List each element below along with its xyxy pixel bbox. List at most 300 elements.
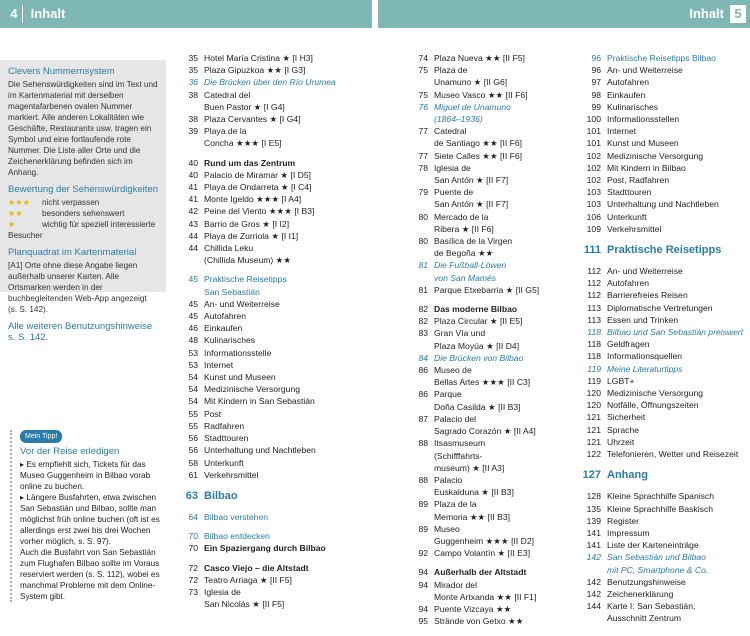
- toc-entry[interactable]: [402, 498, 580, 510]
- toc-entry[interactable]: [172, 254, 372, 266]
- toc-entry[interactable]: [402, 462, 580, 474]
- toc-entry[interactable]: [575, 52, 750, 64]
- toc-entry[interactable]: [402, 52, 580, 64]
- toc-page-number: 92: [418, 548, 428, 559]
- toc-title: Radfahren: [204, 420, 245, 431]
- spacer: [172, 555, 372, 562]
- toc-entry[interactable]: [575, 363, 750, 375]
- toc-title: Plaza de: [434, 65, 468, 76]
- toc-entry[interactable]: [402, 125, 580, 137]
- toc-entry[interactable]: [172, 359, 372, 371]
- toc-entry[interactable]: [172, 298, 372, 310]
- toc-page-number: [172, 137, 204, 149]
- toc-entry[interactable]: [172, 137, 372, 149]
- toc-entry[interactable]: [575, 375, 750, 387]
- toc-entry[interactable]: [172, 530, 372, 542]
- toc-title: Benutzungshinweise: [607, 576, 686, 587]
- spacer: [402, 296, 580, 303]
- toc-entry[interactable]: [575, 150, 750, 162]
- toc-entry[interactable]: [402, 486, 580, 498]
- toc-page-number: [402, 247, 434, 259]
- toc-title: Sagrado Corazón ★ [II A4]: [434, 426, 536, 437]
- toc-entry[interactable]: [172, 52, 372, 64]
- spacer: [575, 460, 750, 467]
- toc-entry[interactable]: [575, 515, 750, 527]
- rating-row: ★ wichtig für speziell interessierte Besucher: [8, 220, 156, 240]
- toc-title: Plaza Circular ★ [II E5]: [434, 316, 523, 327]
- toc-entry[interactable]: [575, 326, 750, 338]
- toc-entry[interactable]: [172, 574, 372, 586]
- toc-entry[interactable]: [402, 150, 580, 162]
- toc-page-number: 74: [418, 53, 428, 63]
- toc-entry[interactable]: [402, 303, 580, 315]
- toc-entry[interactable]: [402, 64, 580, 76]
- toc-entry[interactable]: [402, 113, 580, 125]
- toc-page-number: [402, 223, 434, 235]
- toc-entry[interactable]: [172, 286, 372, 298]
- legend-heading: Planquadrat im Kartenmaterial: [8, 247, 137, 258]
- toc-entry[interactable]: [402, 401, 580, 413]
- toc-page-number: [402, 198, 434, 210]
- toc-entry[interactable]: [575, 436, 750, 448]
- toc-entry[interactable]: [172, 511, 372, 523]
- toc-title: Mirador del: [434, 579, 477, 590]
- toc-entry[interactable]: [402, 566, 580, 578]
- toc-page-number: [402, 535, 434, 547]
- toc-page-number: 101: [586, 126, 601, 137]
- toc-title: von San Mamés: [434, 272, 497, 283]
- toc-entry[interactable]: [402, 259, 580, 271]
- toc-entry[interactable]: [575, 174, 750, 186]
- toc-entry[interactable]: [575, 490, 750, 502]
- toc-title: Barrio de Gros ★ [I I2]: [204, 218, 290, 229]
- toc-entry[interactable]: [172, 230, 372, 242]
- toc-entry[interactable]: [575, 162, 750, 174]
- toc-page-number: [402, 511, 434, 523]
- toc-title: Unamuno ★ [II G6]: [434, 77, 508, 88]
- toc-page-number: [172, 598, 204, 610]
- toc-title: Bilbao verstehen: [204, 511, 269, 522]
- toc-title: Chillida Leku: [204, 243, 254, 254]
- toc-entry[interactable]: [172, 347, 372, 359]
- toc-page-number: 36: [188, 77, 198, 88]
- toc-page-number: 61: [188, 469, 198, 480]
- toc-title: An- und Weiterreise: [204, 298, 280, 309]
- toc-page-number: 120: [586, 388, 601, 399]
- toc-entry[interactable]: [402, 547, 580, 559]
- toc-page-number: 75: [418, 89, 428, 100]
- toc-entry[interactable]: [575, 186, 750, 198]
- toc-page-number: 113: [587, 314, 601, 325]
- toc-entry[interactable]: [402, 211, 580, 223]
- toc-title: Autofahren: [607, 278, 650, 289]
- toc-page-number: 63: [185, 489, 198, 502]
- toc-page-number: [402, 486, 434, 498]
- toc-page-number: 97: [591, 77, 601, 88]
- toc-title: Museo: [434, 523, 460, 534]
- toc-entry[interactable]: [575, 223, 750, 235]
- toc-page-number: 112: [587, 278, 601, 289]
- toc-entry[interactable]: [172, 408, 372, 420]
- toc-entry[interactable]: [402, 603, 580, 615]
- toc-entry[interactable]: [172, 457, 372, 469]
- toc-page-number: 40: [188, 169, 198, 180]
- toc-entry[interactable]: [172, 562, 372, 574]
- toc-page-number: [402, 450, 434, 462]
- toc-page-number: 103: [586, 187, 601, 198]
- toc-entry[interactable]: [172, 322, 372, 334]
- toc-title: Medizinische Versorgung: [607, 388, 704, 399]
- toc-page-number: 41: [188, 182, 198, 193]
- toc-entry[interactable]: [172, 542, 372, 554]
- toc-page-number: 121: [586, 412, 601, 423]
- toc-entry[interactable]: [172, 383, 372, 395]
- toc-entry[interactable]: [172, 310, 372, 322]
- toc-title: San Nicolás ★ [II F5]: [204, 599, 285, 610]
- toc-page-number: [402, 401, 434, 413]
- toc-entry[interactable]: [402, 223, 580, 235]
- toc-entry[interactable]: [172, 101, 372, 113]
- toc-title: Puente Vizcaya ★★: [434, 603, 512, 614]
- toc-page-number: 94: [418, 579, 428, 590]
- toc-entry[interactable]: [575, 137, 750, 149]
- legend-box: [0, 60, 166, 343]
- toc-page-number: 121: [586, 436, 601, 447]
- toc-entry[interactable]: [402, 425, 580, 437]
- toc-title: Notfälle, Öffnungszeiten: [607, 400, 699, 411]
- toc-entry[interactable]: [575, 125, 750, 137]
- toc-entry[interactable]: [575, 89, 750, 101]
- toc-entry[interactable]: [172, 169, 372, 181]
- toc-page-number: 103: [586, 199, 601, 210]
- toc-title: Praktische Reisetipps: [204, 274, 287, 285]
- toc-title: Liste der Karteneinträge: [607, 540, 699, 551]
- toc-entry[interactable]: [172, 273, 372, 285]
- toc-title: Iglesia de: [204, 586, 241, 597]
- toc-title: Kunst und Museen: [607, 138, 679, 149]
- toc-entry[interactable]: [575, 527, 750, 539]
- tip-item: Auch die Busfahrt von San Sebastián zum Flughafen Bilbao sollte im Voraus reserviert werden (s. S. 112), wobei es manchmal Probleme mit dem Online-System gibt.: [20, 548, 160, 601]
- toc-page-number: [402, 462, 434, 474]
- toc-entry[interactable]: [575, 448, 750, 460]
- toc-entry[interactable]: [575, 76, 750, 88]
- toc-title: Stadttouren: [204, 433, 249, 444]
- toc-title: Verkehrsmittel: [204, 469, 259, 480]
- toc-entry[interactable]: [172, 64, 372, 76]
- toc-entry[interactable]: [402, 579, 580, 591]
- toc-entry[interactable]: [402, 591, 580, 603]
- toc-title: museum) ★ [II A3]: [434, 462, 505, 473]
- rating-row: ★★ besonders sehenswert: [8, 209, 125, 218]
- spacer: [172, 504, 372, 511]
- toc-page-number: 39: [188, 126, 198, 137]
- toc-title: San Sebastián und Bilbao: [607, 552, 706, 563]
- toc-entry[interactable]: [575, 265, 750, 277]
- toc-title: LGBT+: [607, 375, 635, 386]
- toc-title: Buen Pastor ★ [I G4]: [204, 101, 285, 112]
- toc-title: Strände von Getxo ★★: [434, 616, 524, 627]
- toc-title: Unterkunft: [607, 211, 647, 222]
- toc-page-number: 118: [587, 351, 601, 362]
- legend-heading: Alle weiteren Benutzungshinweise s. S. 142.: [8, 321, 153, 343]
- toc-page-number: 72: [188, 562, 198, 573]
- toc-page-number: 64: [188, 511, 198, 522]
- toc-title: Ausschnitt Zentrum: [607, 613, 682, 624]
- toc-entry[interactable]: [575, 198, 750, 210]
- toc-title: Barrierefreies Reisen: [607, 290, 688, 301]
- toc-entry[interactable]: [172, 432, 372, 444]
- toc-entry[interactable]: [402, 272, 580, 284]
- toc-entry[interactable]: [172, 469, 372, 481]
- toc-title: Die Brücken über den Río Urumea: [204, 77, 336, 88]
- toc-page-number: 53: [188, 359, 198, 370]
- toc-title: Bilbao und San Sebastián preiswert: [607, 327, 744, 338]
- toc-page-number: 35: [188, 53, 198, 63]
- toc-entry[interactable]: [575, 338, 750, 350]
- toc-title: Parque: [434, 389, 462, 400]
- toc-title: Karte I: San Sebastián,: [607, 601, 696, 612]
- toc-page-number: 55: [188, 420, 198, 431]
- toc-title: Museo de: [434, 365, 472, 376]
- toc-page-number: 142: [586, 576, 601, 587]
- toc-entry[interactable]: [575, 600, 750, 612]
- toc-page-number: 70: [188, 543, 198, 554]
- toc-title: Zeichenerklärung: [607, 588, 674, 599]
- toc-entry[interactable]: [402, 174, 580, 186]
- toc-page-number: [172, 286, 204, 298]
- toc-title: Praktische Reisetipps Bilbao: [607, 53, 716, 63]
- toc-entry[interactable]: [575, 350, 750, 362]
- toc-entry[interactable]: [172, 488, 372, 504]
- toc-entry[interactable]: [172, 193, 372, 205]
- toc-title: Sprache: [607, 424, 640, 435]
- toc-title: Kulinarisches: [607, 101, 659, 112]
- toc-page-number: 89: [418, 523, 428, 534]
- toc-entry[interactable]: [575, 113, 750, 125]
- toc-entry[interactable]: [575, 314, 750, 326]
- toc-page-number: 42: [188, 206, 198, 217]
- toc-entry[interactable]: [575, 64, 750, 76]
- toc-entry[interactable]: [575, 302, 750, 314]
- toc-entry[interactable]: [575, 101, 750, 113]
- toc-entry[interactable]: [402, 352, 580, 364]
- toc-title: Kunst und Museen: [204, 372, 276, 383]
- toc-entry[interactable]: [402, 101, 580, 113]
- toc-entry[interactable]: [172, 334, 372, 346]
- toc-entry[interactable]: [402, 437, 580, 449]
- toc-entry[interactable]: [402, 535, 580, 547]
- toc-entry[interactable]: [575, 399, 750, 411]
- toc-entry[interactable]: [575, 588, 750, 600]
- toc-page-number: 101: [586, 138, 601, 149]
- toc-title: Palacio: [434, 474, 463, 485]
- toc-page-number: 73: [188, 586, 198, 597]
- toc-entry[interactable]: [172, 205, 372, 217]
- toc-page-number: 127: [582, 469, 601, 482]
- toc-title: Mit Kindern in San Sebastián: [204, 396, 315, 407]
- toc-page-number: 88: [418, 474, 428, 485]
- toc-entry[interactable]: [172, 242, 372, 254]
- toc-page-number: 45: [188, 298, 198, 309]
- spacer: [172, 150, 372, 157]
- toc-title: San Antón ★ [II F7]: [434, 199, 509, 210]
- toc-entry[interactable]: [402, 474, 580, 486]
- toc-entry[interactable]: [172, 371, 372, 383]
- toc-page-number: 78: [418, 162, 428, 173]
- toc-page-number: 43: [188, 218, 198, 229]
- toc-entry[interactable]: [402, 186, 580, 198]
- toc-entry[interactable]: [402, 615, 580, 627]
- toc-entry[interactable]: [402, 89, 580, 101]
- toc-entry[interactable]: [172, 598, 372, 610]
- toc-page-number: 121: [586, 424, 601, 435]
- toc-column-1: [172, 52, 372, 610]
- toc-entry[interactable]: [172, 181, 372, 193]
- toc-entry[interactable]: [575, 467, 750, 483]
- toc-title: Impressum: [607, 527, 650, 538]
- toc-title: Palacio del: [434, 413, 477, 424]
- rating-row: ★★★ nicht verpassen: [8, 198, 100, 207]
- toc-entry[interactable]: [575, 564, 750, 576]
- toc-entry[interactable]: [402, 247, 580, 259]
- toc-page-number: 111: [583, 244, 601, 257]
- toc-title: Plaza Moyúa ★ [II D4]: [434, 340, 520, 351]
- toc-page-number: 58: [188, 457, 198, 468]
- toc-entry[interactable]: [575, 539, 750, 551]
- toc-page-number: 45: [188, 311, 198, 322]
- toc-title: Autofahren: [607, 77, 650, 88]
- toc-entry[interactable]: [402, 162, 580, 174]
- toc-page-number: 99: [591, 101, 601, 112]
- toc-entry[interactable]: [575, 277, 750, 289]
- toc-page-number: 94: [418, 567, 428, 578]
- toc-page-number: 135: [586, 503, 601, 514]
- toc-entry[interactable]: [172, 218, 372, 230]
- toc-title: Catedral: [434, 126, 467, 137]
- toc-page-number: 44: [188, 243, 198, 254]
- toc-page-number: 82: [418, 316, 428, 327]
- toc-entry[interactable]: [575, 411, 750, 423]
- toc-page-number: 89: [418, 499, 428, 510]
- toc-entry[interactable]: [402, 364, 580, 376]
- toc-entry[interactable]: [575, 289, 750, 301]
- tip-item: ▸ Es empfiehlt sich, Tickets für das Museo Guggenheim in Bilbao vorab online zu buchen.: [20, 460, 151, 491]
- toc-entry[interactable]: [172, 420, 372, 432]
- toc-entry[interactable]: [402, 76, 580, 88]
- toc-page-number: 96: [591, 65, 601, 76]
- toc-entry[interactable]: [402, 413, 580, 425]
- toc-entry[interactable]: [575, 551, 750, 563]
- toc-title: Außerhalb der Altstadt: [434, 567, 527, 578]
- toc-entry[interactable]: [172, 113, 372, 125]
- toc-entry[interactable]: [402, 450, 580, 462]
- toc-entry[interactable]: [402, 284, 580, 296]
- legend-heading: Clevers Nummernsystem: [8, 66, 115, 77]
- toc-page-number: [402, 174, 434, 186]
- toc-title: Guggenheim ★★★ [II D2]: [434, 535, 535, 546]
- toc-title: Parque Etxebarria ★ [II G5]: [434, 284, 540, 295]
- toc-entry[interactable]: [575, 424, 750, 436]
- toc-page-number: 102: [586, 150, 601, 161]
- toc-entry[interactable]: [172, 444, 372, 456]
- toc-entry[interactable]: [575, 576, 750, 588]
- toc-entry[interactable]: [575, 612, 750, 624]
- toc-title: Mit Kindern in Bilbao: [607, 162, 686, 173]
- toc-entry[interactable]: [172, 76, 372, 88]
- toc-entry[interactable]: [402, 327, 580, 339]
- toc-entry[interactable]: [402, 376, 580, 388]
- toc-page-number: [402, 272, 434, 284]
- toc-page-number: 102: [586, 162, 601, 173]
- toc-title: Unterhaltung und Nachtleben: [607, 199, 719, 210]
- toc-title: Museo Vasco ★★ [II F6]: [434, 89, 528, 100]
- toc-entry[interactable]: [402, 523, 580, 535]
- toc-page-number: [402, 137, 434, 149]
- toc-entry[interactable]: [172, 89, 372, 101]
- toc-page-number: [402, 591, 434, 603]
- toc-title: Monte Artxanda ★★ [II F1]: [434, 591, 537, 602]
- toc-page-number: 82: [418, 304, 428, 315]
- toc-title: Informationsstellen: [607, 114, 680, 125]
- toc-title: de Begoña ★★: [434, 248, 494, 259]
- spacer: [172, 481, 372, 488]
- toc-entry[interactable]: [172, 125, 372, 137]
- toc-entry[interactable]: [172, 586, 372, 598]
- toc-title: Itsasmuseum: [434, 438, 486, 449]
- tip-badge: Mein Tipp!: [20, 430, 62, 443]
- toc-title: Monte Igeldo ★★★ [I A4]: [204, 194, 302, 205]
- toc-entry[interactable]: [575, 387, 750, 399]
- toc-entry[interactable]: [402, 315, 580, 327]
- toc-title: Sicherheit: [607, 412, 646, 423]
- toc-page-number: 70: [188, 531, 198, 542]
- toc-title: San Sebastián: [204, 286, 260, 297]
- toc-page-number: 54: [188, 372, 198, 383]
- toc-entry[interactable]: [172, 395, 372, 407]
- toc-title: Gran Vía und: [434, 328, 486, 339]
- toc-entry[interactable]: [402, 511, 580, 523]
- toc-entry[interactable]: [402, 198, 580, 210]
- toc-page-number: 38: [188, 114, 198, 125]
- toc-entry[interactable]: [575, 503, 750, 515]
- toc-page-number: 100: [586, 114, 601, 125]
- toc-entry[interactable]: [575, 242, 750, 258]
- legend-text: Die Sehenswürdigkeiten sind im Text und im Kartenmaterial mit derselben magentafarbenen ovalen Nummer markiert. Alle anderen Lokalitäten wie Geschäfte, Restaurants usw. tragen ein Symbol und eine fortlaufende rote Nummer. Die Liste aller Orte und die Zeichenerklärung befinden sich im Anhang.: [8, 80, 158, 177]
- toc-entry[interactable]: [402, 340, 580, 352]
- toc-title: Memoria ★★ [II B3]: [434, 511, 511, 522]
- toc-title: Anhang: [607, 469, 648, 482]
- toc-title: Stadttouren: [607, 187, 652, 198]
- toc-title: Doña Casilda ★ [II B3]: [434, 401, 521, 412]
- toc-page-number: 72: [188, 574, 198, 585]
- toc-page-number: [575, 564, 607, 576]
- toc-title: Catedral del: [204, 89, 251, 100]
- toc-column-3: [575, 52, 750, 625]
- toc-title: Miguel de Unamuno: [434, 101, 511, 112]
- toc-entry[interactable]: [402, 388, 580, 400]
- legend-text: [A1] Orte ohne diese Angabe liegen außerhalb unserer Karten. Alle Ortsmarken werden in der buchbegleitenden Web-App angezeigt (s. S. 142).: [8, 261, 147, 314]
- toc-title: Uhrzeit: [607, 436, 635, 447]
- toc-title: Die Brücken von Bilbao: [434, 352, 524, 363]
- toc-entry[interactable]: [402, 235, 580, 247]
- toc-page-number: 94: [418, 603, 428, 614]
- toc-entry[interactable]: [402, 137, 580, 149]
- toc-title: Einkaufen: [607, 89, 646, 100]
- toc-entry[interactable]: [172, 157, 372, 169]
- toc-page-number: 122: [586, 449, 601, 460]
- toc-page-number: 86: [418, 365, 428, 376]
- toc-entry[interactable]: [575, 211, 750, 223]
